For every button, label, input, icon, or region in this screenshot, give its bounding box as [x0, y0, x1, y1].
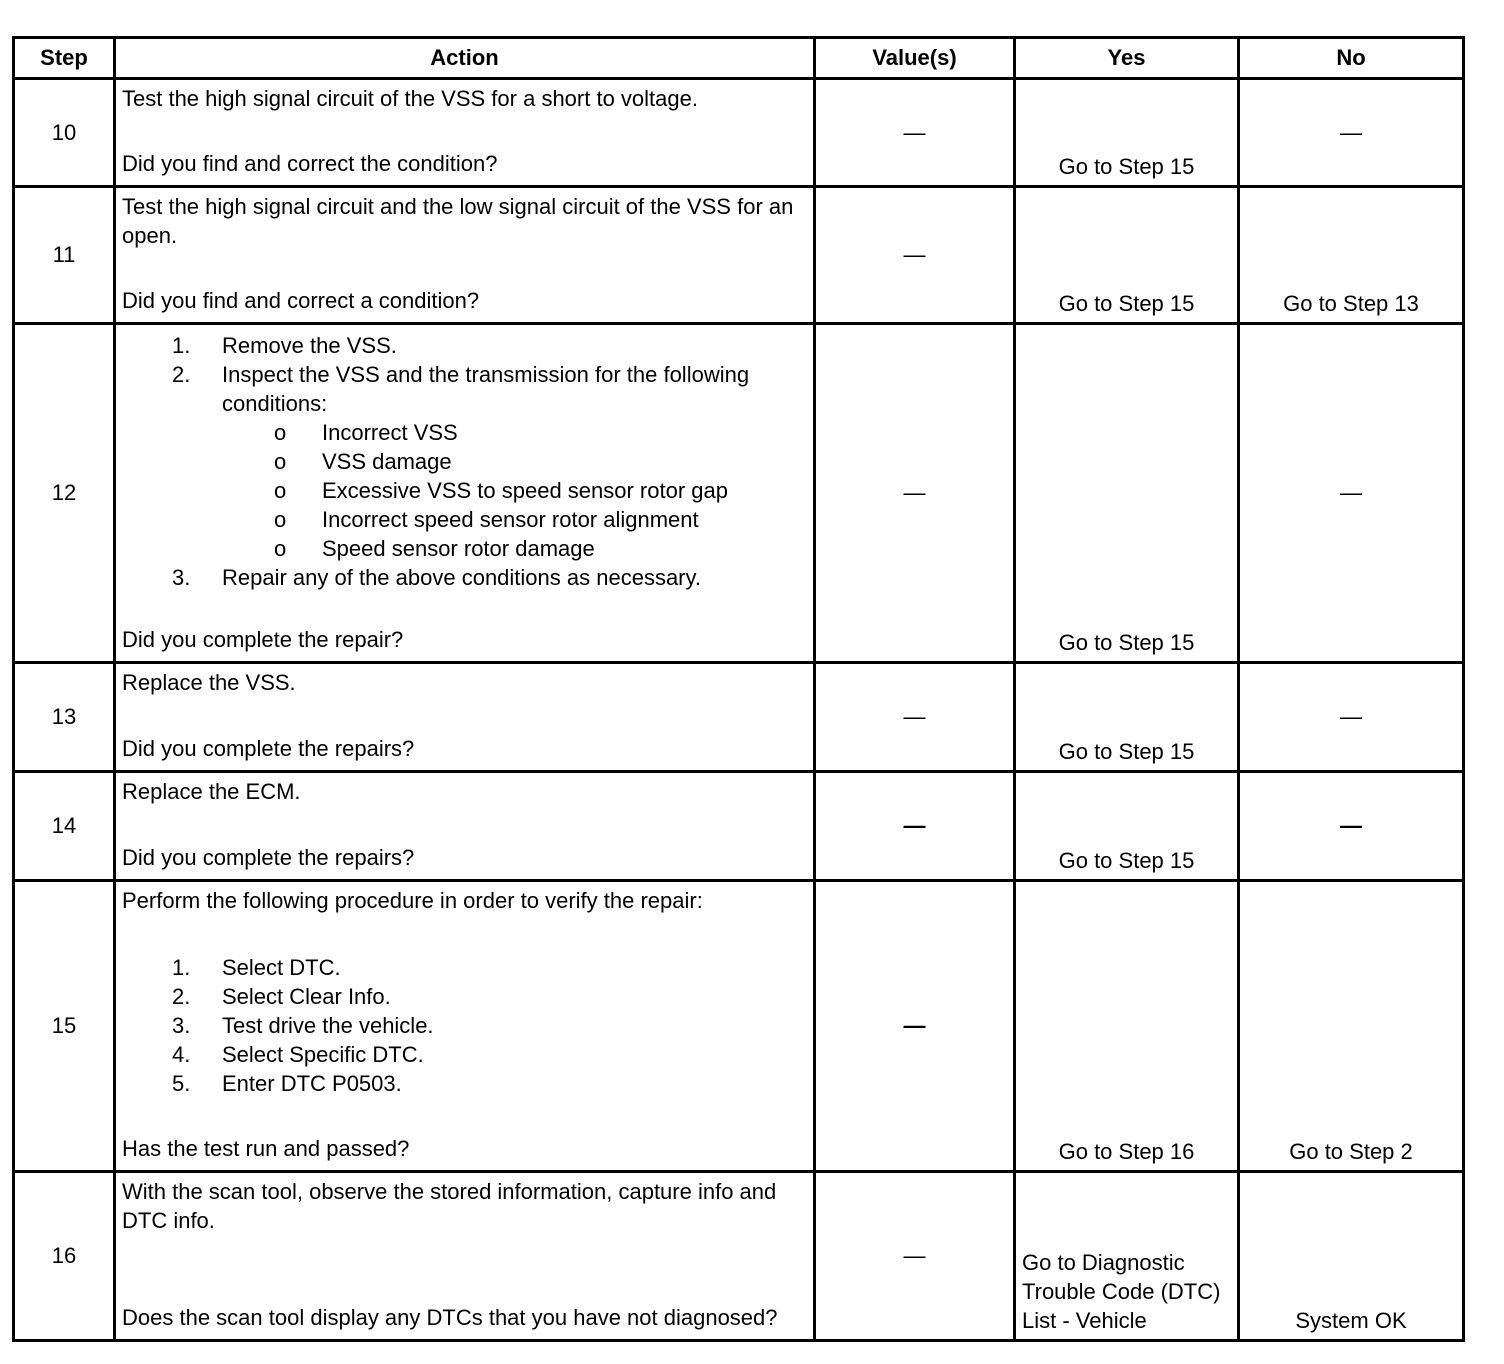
no-cell: Go to Step 13 [1239, 187, 1464, 324]
procedure-list [122, 331, 807, 592]
table-row [14, 772, 1464, 881]
header-no: No [1239, 38, 1464, 79]
header-action: Action [115, 38, 815, 79]
yes-cell: Go to Diagnostic Trouble Code (DTC) List - Vehicle [1015, 1172, 1239, 1341]
no-cell: — [1239, 324, 1464, 663]
list-item: o Incorrect speed sensor rotor alignment [274, 507, 699, 532]
yes-cell: Go to Step 15 [1015, 324, 1239, 663]
table-row [14, 663, 1464, 772]
list-item: o Excessive VSS to speed sensor rotor gap [274, 478, 728, 503]
table-row [14, 187, 1464, 324]
no-cell: Go to Step 2 [1239, 881, 1464, 1172]
step-number: 12 [14, 324, 115, 663]
action-question: Has the test run and passed? [122, 1136, 410, 1161]
action-question: Did you find and correct a condition? [122, 288, 480, 313]
list-item: 3. Test drive the vehicle. [172, 1013, 434, 1038]
action-cell [115, 772, 815, 881]
yes-cell: Go to Step 15 [1015, 772, 1239, 881]
step-number: 11 [14, 187, 115, 324]
procedure-list [122, 953, 807, 1098]
action-question: Does the scan tool display any DTCs that you have not diagnosed? [122, 1305, 778, 1330]
value-cell: — [815, 663, 1015, 772]
table-row [14, 881, 1464, 1172]
action-text: Perform the following procedure in order to verify the repair: [122, 888, 703, 913]
value-cell: — [815, 772, 1015, 881]
action-text: Test the high signal circuit and the low signal circuit of the VSS for an open. [122, 194, 794, 248]
value-cell: — [815, 881, 1015, 1172]
action-question: Did you complete the repair? [122, 627, 404, 652]
table-row [14, 79, 1464, 187]
list-item: 5. Enter DTC P0503. [172, 1071, 402, 1096]
no-cell: System OK [1239, 1172, 1464, 1341]
action-text: Test the high signal circuit of the VSS for a short to voltage. [122, 86, 698, 111]
step-number: 15 [14, 881, 115, 1172]
table-row [14, 1172, 1464, 1341]
value-cell: — [815, 187, 1015, 324]
no-cell: — [1239, 772, 1464, 881]
action-cell [115, 881, 815, 1172]
yes-cell: Go to Step 15 [1015, 79, 1239, 187]
list-item: o Incorrect VSS [274, 420, 458, 445]
value-cell: — [815, 79, 1015, 187]
condition-list [222, 418, 807, 563]
list-item: 1. Select DTC. [172, 955, 341, 980]
no-cell: — [1239, 79, 1464, 187]
yes-cell: Go to Step 16 [1015, 881, 1239, 1172]
action-question: Did you complete the repairs? [122, 845, 415, 870]
list-item: 1. Remove the VSS. [172, 333, 397, 358]
action-text: Replace the ECM. [122, 779, 301, 804]
header-row [14, 38, 1464, 79]
list-item: o Speed sensor rotor damage [274, 536, 595, 561]
action-cell [115, 79, 815, 187]
diagnostic-table [12, 36, 1465, 1342]
list-item: 2. Select Clear Info. [172, 984, 391, 1009]
list-item: 4. Select Specific DTC. [172, 1042, 424, 1067]
step-number: 13 [14, 663, 115, 772]
action-text: With the scan tool, observe the stored information, capture info and DTC info. [122, 1179, 777, 1233]
action-question: Did you find and correct the condition? [122, 151, 498, 176]
yes-cell: Go to Step 15 [1015, 663, 1239, 772]
action-cell [115, 324, 815, 663]
value-cell: — [815, 324, 1015, 663]
list-item: o VSS damage [274, 449, 452, 474]
value-cell: — [815, 1172, 1015, 1341]
header-values: Value(s) [815, 38, 1015, 79]
action-question: Did you complete the repairs? [122, 736, 415, 761]
step-number: 14 [14, 772, 115, 881]
step-number: 10 [14, 79, 115, 187]
step-number: 16 [14, 1172, 115, 1341]
yes-cell: Go to Step 15 [1015, 187, 1239, 324]
action-cell [115, 1172, 815, 1341]
no-cell: — [1239, 663, 1464, 772]
action-cell [115, 663, 815, 772]
action-text: Replace the VSS. [122, 670, 296, 695]
list-item: 3. Repair any of the above conditions as necessary. [172, 565, 701, 590]
action-cell [115, 187, 815, 324]
header-yes: Yes [1015, 38, 1239, 79]
table-row [14, 324, 1464, 663]
header-step: Step [14, 38, 115, 79]
list-item: 2. Inspect the VSS and the transmission for the following conditions: o Incorrect VSS o VSS damage o Excessive VSS to speed sensor rotor gap o Incorrect speed sensor rotor alignment o Speed sensor rotor damage [122, 360, 807, 563]
